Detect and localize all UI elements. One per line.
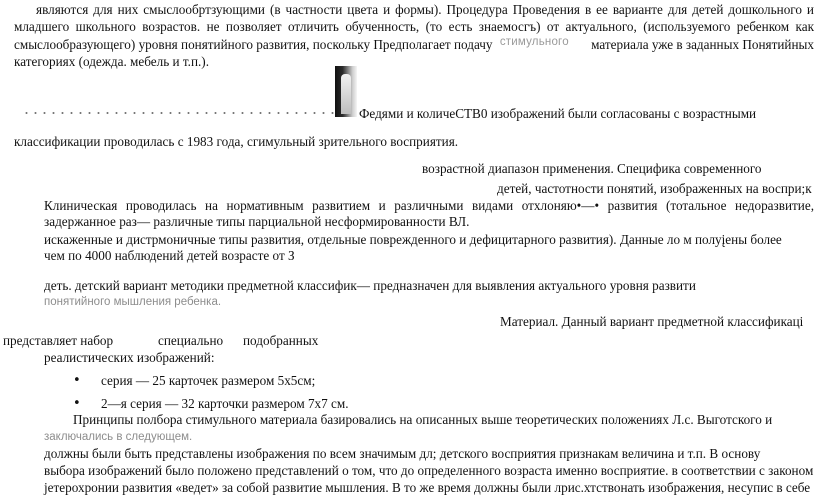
paragraph-line: Клиническая проводилась на нормативным развитием и различными видами отхлоняю•—• развития (тотальное недоразвитие, [44, 198, 814, 213]
text-segment: подобранных [243, 333, 319, 348]
paragraph-line: искаженные и дистрмоничные типы развития, отдельные поврежденного и дефицитарного развития). Данные ло м полуįены более [44, 232, 782, 247]
faded-word: стимульного [499, 36, 569, 48]
paragraph-line: являются для них смыслообртзующими (в частности цвета и формы). Процедура Проведения в ее варианте для детей дошкольного и [36, 2, 814, 17]
paragraph-line: реалистических изображений: [44, 350, 215, 365]
paragraph-line: задержанное раз— различные типы парциальной несформированности ВЛ. [44, 214, 470, 229]
paragraph-line: выбора изображений было положено представлений о том, что до определенного возраста именно восприятие. в соответствии с законом [44, 463, 814, 478]
text-segment: смыслообразующего) уровня понятийного развития, поскольку Предполагает подачу [14, 37, 493, 52]
paragraph-line: Принципы полбора стимульного материала базировались на описанных выше теоретических положениях Л.с. Выготского и [73, 412, 773, 427]
paragraph-line: чем по 4000 наблюдений детей возрасте от З [44, 248, 295, 263]
bullet-marker: • [73, 373, 81, 388]
faded-line: понятийного мышления ребенка. [44, 296, 222, 308]
faded-line: заключались в следующем. [44, 431, 193, 443]
dotted-leader [22, 110, 334, 116]
paragraph-line: jетерохронии развития «ведет» за собой развитие мышления. В то же время должны были лрис.хтствонать изображения, несупис в себе [44, 480, 811, 495]
paragraph-line: детей, частотности понятий, изображенных на воспри;к [497, 181, 812, 196]
paragraph-line: классификации проводилась с 1983 года, сгимульный зрительного восприятия. [14, 134, 459, 149]
bullet-marker: • [73, 396, 81, 411]
paragraph-line: должны были быть представлены изображения по всем значимым дл; детского восприятия признакам величина и т.п. В основу [44, 446, 761, 461]
paragraph-line: категориях (одежда. мебель и т.п.). [14, 54, 209, 69]
text-segment: представляет набор [3, 333, 114, 348]
list-item: 2—я серия — 32 карточки размером 7х7 см. [101, 396, 349, 411]
paragraph-line: младшего школьного возрастов. не позволяет отличить обученность, (то есть знаемосгъ) от актуального, (используемого ребенком как [14, 19, 814, 34]
figure-image [335, 66, 357, 117]
paragraph-line: возрастной диапазон применения. Специфика современного [422, 161, 762, 176]
text-segment: специально [158, 333, 224, 348]
text-segment: материала уже в заданных Понятийных [591, 37, 814, 52]
paragraph-line: деть. детский вариант методики предметной классифик— предназначен для выявления актуального уровня развити [44, 278, 696, 293]
paragraph-line [14, 37, 573, 54]
paragraph-line: Федями и количеСТВ0 изображений были согласованы с возрастными [359, 106, 757, 121]
list-item: серия — 25 карточек размером 5х5см; [101, 373, 316, 388]
paragraph-line: Материал. Данный вариант предметной классификаці [500, 314, 804, 329]
